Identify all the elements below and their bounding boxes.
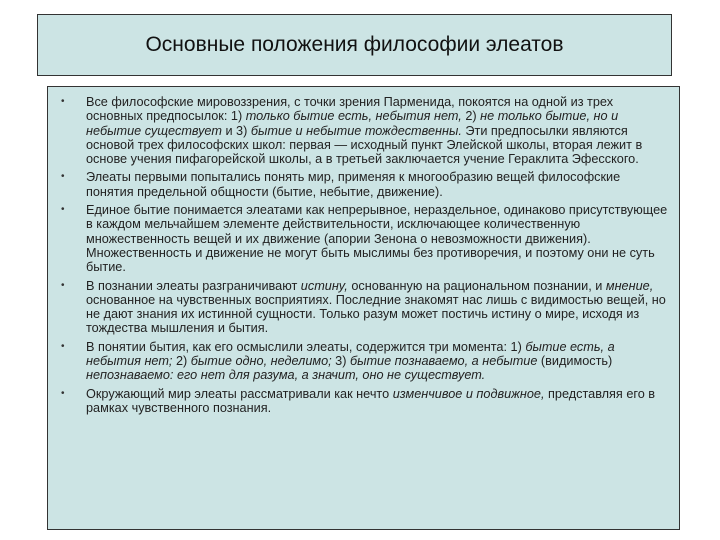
bullet-item: [48, 203, 671, 274]
bullet-item: [48, 170, 671, 199]
bullet-list: [48, 95, 671, 415]
bullet-dot-icon: •: [61, 340, 65, 352]
bullet-dot-icon: •: [61, 96, 65, 107]
bullet-text: Элеаты первыми попытались понять мир, применяя к многообразию вещей философские понятия предельной общности (бытие, небытие, движение).: [86, 170, 621, 199]
bullet-text: Единое бытие понимается элеатами как непрерывное, нераздельное, одинаково присутствующее в каждом мельчайшем элементе действительности, исключающее количественную множественность вещей и их движение (апории Зенона о невозможности движения). Множественность и движение не могут быть мыслимы без противоречия, и поэтому они не суть бытие.: [86, 203, 668, 275]
bullet-item: [48, 279, 671, 336]
bullet-text: В познании элеаты разграничивают истину, основанную на рациональном познании, и мнение, основанное на чувственных восприятиях. Последние знакомят нас лишь с видимостью вещей, но не дают знания их истинной сущности. Только разум может постичь истину о мире, исходя из тождества мышления и бытия.: [86, 278, 666, 336]
bullet-dot-icon: •: [61, 204, 65, 216]
slide-title: Основные положения философии элеатов: [145, 33, 564, 56]
bullet-text: Окружающий мир элеаты рассматривали как нечто изменчивое и подвижное, представляя его в рамках чувственного познания.: [86, 386, 656, 415]
bullet-text: В понятии бытия, как его осмыслили элеаты, содержится три момента: 1) бытие есть, а небытия нет; 2) бытие одно, неделимо; 3) бытие познаваемо, а небытие (видимость) непознаваемо: его нет для разума, а значит, оно не существует.: [86, 339, 615, 383]
bullet-item: [48, 387, 671, 416]
bullet-item: [48, 340, 671, 383]
bullet-dot-icon: •: [61, 171, 65, 183]
bullet-dot-icon: •: [61, 279, 65, 291]
title-box: [37, 14, 672, 76]
bullet-dot-icon: •: [61, 387, 65, 399]
bullet-text: Все философские мировоззрения, с точки зрения Парменида, покоятся на одной из трех основных предпосылок: 1) только бытие есть, небытия нет, 2) не только бытие, но и небытие существует и 3) бытие и небытие тождественны. Эти предпосылки являются основой трех философских школ: первая — исходный пункт Элейской школы, вторая лежит в основе учения пифагорейской школы, а в третьей заключается учение Гераклита Эфесского.: [86, 95, 643, 167]
content-box: [47, 86, 680, 530]
bullet-item: [48, 95, 671, 166]
